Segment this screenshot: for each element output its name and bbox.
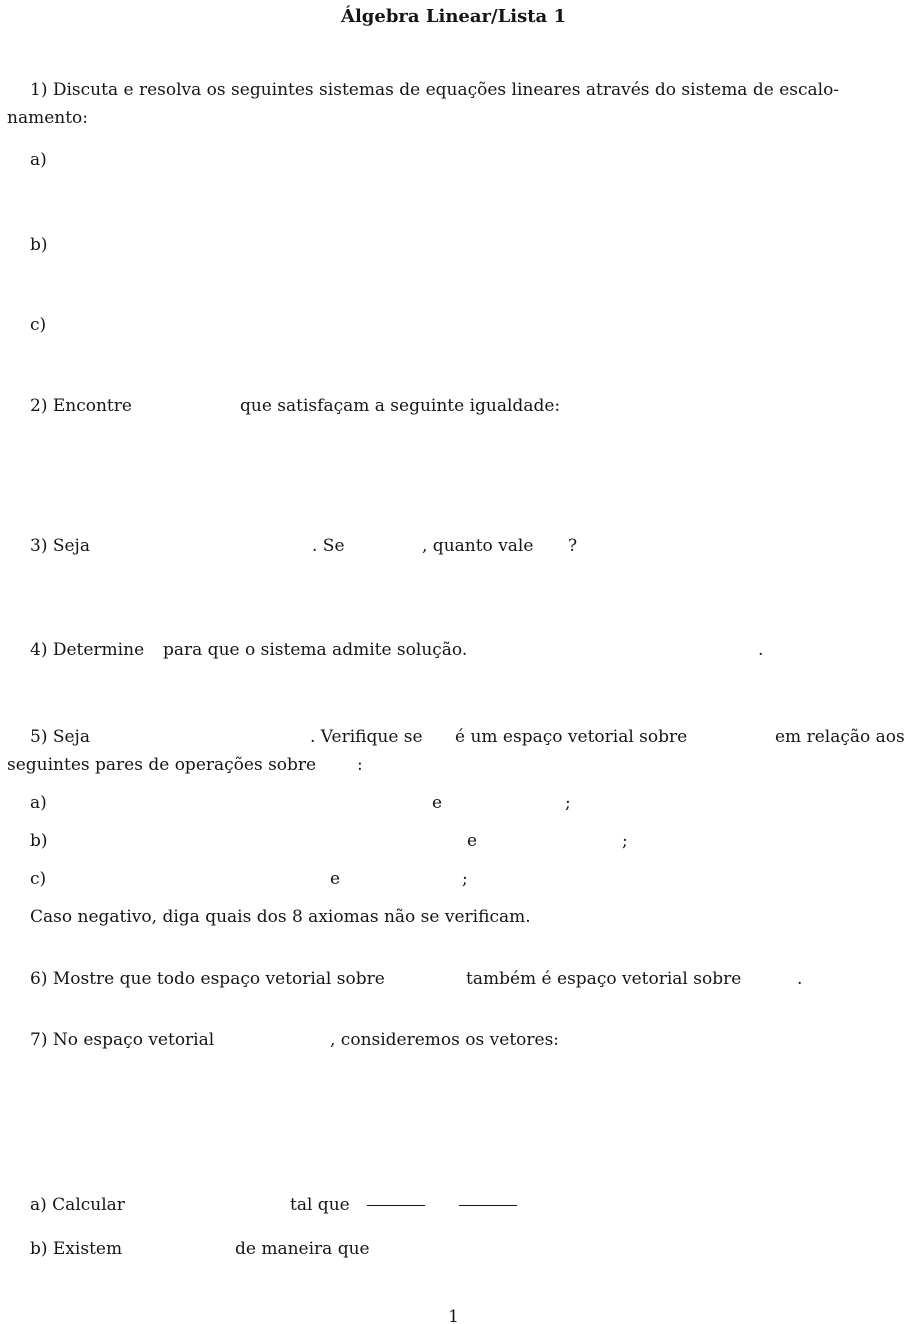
question-6-mid: também é espaço vetorial sobre [466, 969, 742, 989]
question-5-item-a [0, 793, 907, 815]
question-5-item-c-semi: ; [462, 869, 468, 889]
fraction-bar-1 [367, 1205, 425, 1206]
question-1-item-b [0, 235, 907, 257]
question-2-pre: 2) Encontre [30, 396, 132, 416]
question-5-verifique: . Verifique se [310, 727, 423, 747]
question-6-pre: 6) Mostre que todo espaço vetorial sobre [30, 969, 385, 989]
question-7-item-a-label: a) Calcular [30, 1195, 125, 1215]
question-7-item-b-post: de maneira que [235, 1239, 370, 1259]
question-4-mid: para que o sistema admite solução. [163, 640, 468, 660]
question-3-se: . Se [312, 536, 345, 556]
question-1-item-c [0, 315, 907, 337]
question-3 [0, 536, 907, 558]
question-1-item-a-label: a) [30, 150, 47, 170]
question-5-line2-text: seguintes pares de operações sobre [7, 755, 317, 775]
question-1-line-2 [0, 108, 907, 130]
question-5-item-a-label: a) [30, 793, 47, 813]
fraction-bar-2 [459, 1205, 517, 1206]
question-4-dot: . [758, 640, 764, 660]
question-6-dot: . [797, 969, 803, 989]
question-5-caso-negativo [0, 907, 907, 929]
question-7-item-a-talque: tal que [290, 1195, 350, 1215]
question-7-item-a [0, 1195, 907, 1217]
question-2 [0, 396, 907, 418]
question-1-text-2: namento: [7, 108, 89, 128]
question-1-item-c-label: c) [30, 315, 47, 335]
question-3-qmark: ? [568, 536, 578, 556]
question-6 [0, 969, 907, 991]
doc-title: Álgebra Linear/Lista 1 [341, 6, 566, 27]
question-7-pre: 7) No espaço vetorial [30, 1030, 215, 1050]
question-5-item-b [0, 831, 907, 853]
question-1-line-1 [0, 80, 907, 102]
question-5-pre: 5) Seja [30, 727, 90, 747]
question-7-item-b-label: b) Existem [30, 1239, 123, 1259]
question-3-pre: 3) Seja [30, 536, 90, 556]
question-5-line-1 [0, 727, 907, 749]
question-5-item-b-e: e [467, 831, 478, 851]
question-7-item-b [0, 1239, 907, 1261]
question-7 [0, 1030, 907, 1052]
question-4 [0, 640, 907, 662]
question-4-pre: 4) Determine [30, 640, 145, 660]
question-1-item-b-label: b) [30, 235, 48, 255]
question-5-espaco: é um espaço vetorial sobre [455, 727, 688, 747]
question-5-colon: : [357, 755, 363, 775]
question-5-caso-text: Caso negativo, diga quais dos 8 axiomas não se verificam. [30, 907, 531, 927]
question-1-item-a [0, 150, 907, 172]
question-5-item-c-e: e [330, 869, 341, 889]
question-5-item-a-semi: ; [565, 793, 571, 813]
page-number: 1 [448, 1307, 459, 1324]
question-5-item-c [0, 869, 907, 891]
question-2-post: que satisfaçam a seguinte igualdade: [240, 396, 561, 416]
question-5-item-a-e: e [432, 793, 443, 813]
question-5-item-b-label: b) [30, 831, 48, 851]
question-5-item-b-semi: ; [622, 831, 628, 851]
question-5-item-c-label: c) [30, 869, 47, 889]
question-5-line-2 [0, 755, 907, 777]
question-3-quanto: , quanto vale [422, 536, 534, 556]
question-7-post: , consideremos os vetores: [330, 1030, 560, 1050]
question-1-text-1: 1) Discuta e resolva os seguintes sistemas de equações lineares através do sistema de escalo- [30, 80, 840, 100]
question-5-relacao: em relação aos [775, 727, 905, 747]
